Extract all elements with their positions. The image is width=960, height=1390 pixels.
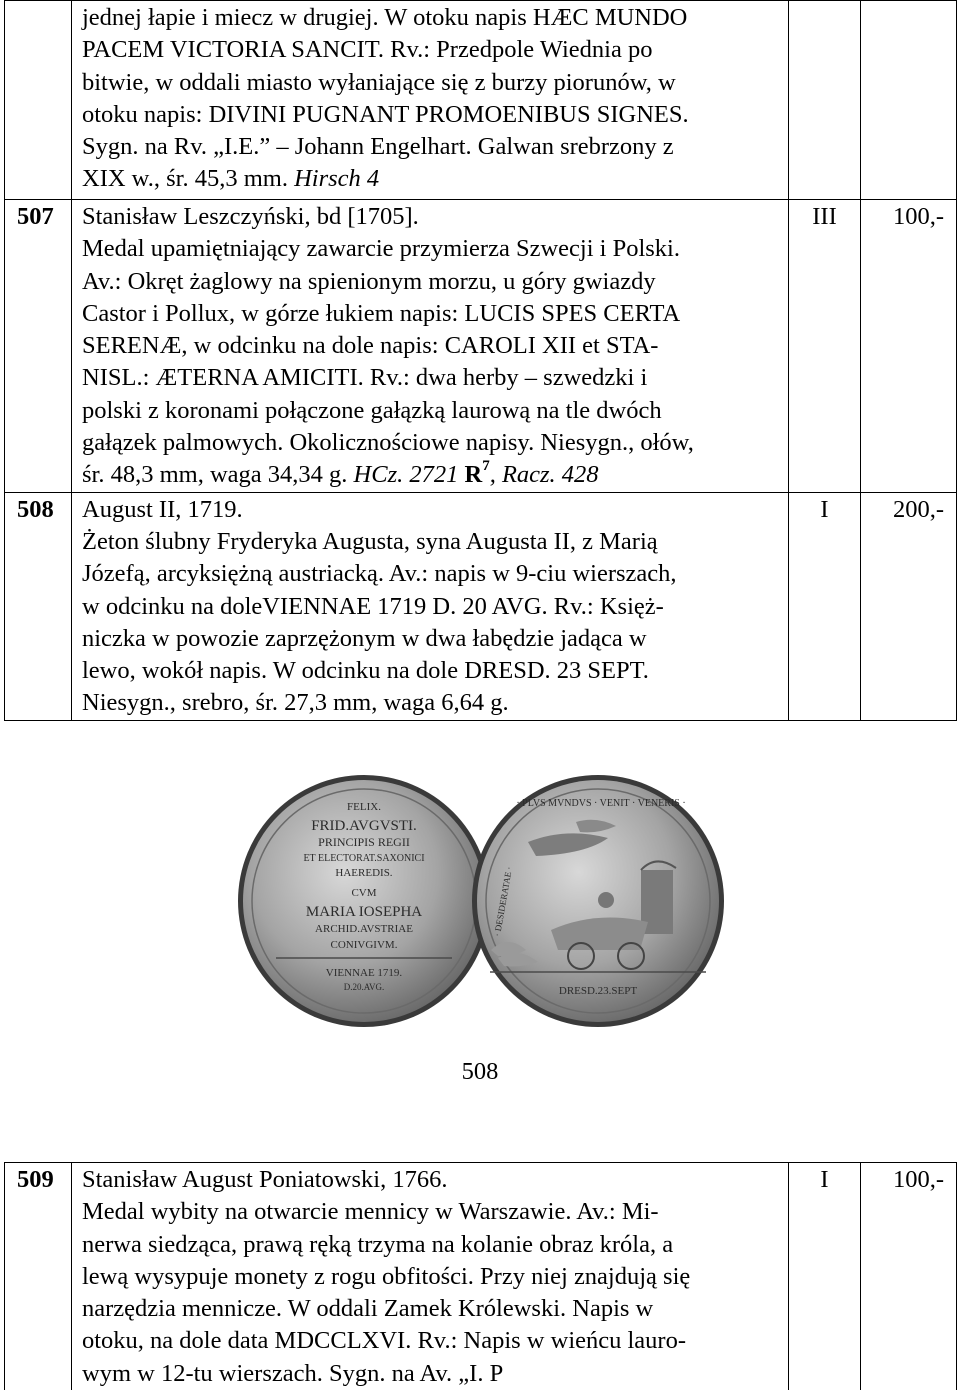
description-line: polski z koronami połączone gałązką laurową na tle dwóch — [82, 396, 662, 424]
description-line: otoku, na dole data MDCCLXVI. Rv.: Napis w wieńcu lauro- — [82, 1327, 686, 1355]
description-line: Józefą, arcyksiężną austriacką. Av.: napis w 9-ciu wierszach, — [82, 560, 677, 588]
lot-description — [72, 200, 789, 493]
description-line: otoku napis: DIVINI PUGNANT PROMOENIBUS SIGNES. — [82, 100, 689, 128]
description-line: wym w 12-tu wierszach. Sygn. na Av. „I. P — [82, 1359, 504, 1387]
lot-number: 508 — [5, 492, 72, 720]
description-line: Medal upamiętniający zawarcie przymierza Szwecji i Polski. — [82, 235, 680, 263]
lot-price: 200,- — [861, 492, 957, 720]
obverse-legend-line: ET ELECTORAT.SAXONICI — [303, 853, 425, 864]
obverse-legend-line: MARIA IOSEPHA — [305, 904, 423, 920]
lot-grade-cell — [789, 1, 861, 200]
description-line — [82, 459, 782, 491]
lot-price-cell — [861, 1, 957, 200]
obverse-legend-line: VIENNAE 1719. — [325, 967, 403, 979]
description-line: w odcinku na doleVIENNAE 1719 D. 20 AVG. Rv.: Księż- — [82, 592, 664, 620]
lot-number-cell — [5, 1, 72, 200]
description-line: bitwie, w oddali miasto wyłaniające się z burzy piorunów, w — [82, 68, 676, 96]
lot-grade: I — [789, 492, 861, 720]
lot-description — [72, 492, 789, 720]
lot-title: Stanisław Leszczyński, bd [1705]. — [82, 203, 419, 230]
reverse-legend-left: · DESIDERATAE · — [491, 865, 515, 938]
description-line: Castor i Pollux, w górze łukiem napis: LUCIS SPES CERTA — [82, 299, 681, 327]
lot-number: 507 — [5, 200, 72, 493]
description-line: Av.: Okręt żaglowy na spienionym morzu, u góry gwiazdy — [82, 267, 656, 295]
obverse-legend-line: FRID.AVGVSTI. — [311, 818, 417, 834]
catalog-table-top — [4, 0, 957, 721]
table-row-lot-509 — [5, 1163, 957, 1390]
obverse-legend-line: PRINCIPIS REGII — [318, 835, 410, 849]
lot-price: 100,- — [861, 200, 957, 493]
lot-grade: I — [789, 1163, 861, 1390]
description-line: SERENÆ, w odcinku na dole napis: CAROLI XII et STA- — [82, 332, 659, 360]
lot-price: 100,- — [861, 1163, 957, 1390]
coin-photo — [236, 772, 726, 1030]
coin-obverse — [238, 775, 490, 1027]
coin-reverse — [472, 775, 724, 1027]
table-row-lot-508 — [5, 492, 957, 720]
description-line: narzędzia mennicze. W oddali Zamek Królewski. Napis w — [82, 1295, 654, 1323]
lot-number: 509 — [5, 1163, 72, 1390]
table-row-continuation — [5, 1, 957, 200]
obverse-legend-line: FELIX. — [347, 801, 381, 813]
description-line: jednej łapie i miecz w drugiej. W otoku napis HÆC MUNDO — [82, 4, 688, 31]
lot-description — [72, 1163, 789, 1390]
description-text: śr. 48,3 mm, waga 34,34 g. — [82, 461, 354, 489]
obverse-legend-line: CONIVGIVM. — [330, 939, 398, 951]
lot-grade: III — [789, 200, 861, 493]
obverse-legend-line: HAEREDIS. — [335, 867, 393, 879]
lot-description — [72, 1, 789, 200]
description-line: Żeton ślubny Fryderyka Augusta, syna Augusta II, z Marią — [82, 527, 658, 555]
description-line: lewo, wokół napis. W odcinku na dole DRESD. 23 SEPT. — [82, 657, 649, 685]
rarity-mark: R — [464, 461, 483, 489]
catalog-table-bottom — [4, 1162, 957, 1390]
reference-racz: , Racz. 428 — [489, 461, 599, 489]
description-line: NISL.: ÆTERNA AMICITI. Rv.: dwa herby – szwedzki i — [82, 364, 648, 392]
obverse-legend-line: ARCHID.AVSTRIAE — [315, 923, 413, 935]
description-line: niczka w powozie zaprzężonym w dwa łabędzie jadąca w — [82, 624, 647, 652]
rarity-degree: 7 — [482, 458, 490, 475]
description-text: XIX w., śr. 45,3 mm. — [82, 165, 295, 193]
reverse-exergue: DRESD.23.SEPT — [558, 985, 638, 997]
reference-hcz: HCz. 2721 — [353, 461, 459, 489]
description-line: gałązek palmowych. Okolicznościowe napisy. Niesygn., ołów, — [82, 429, 694, 457]
description-line: Niesygn., srebro, śr. 27,3 mm, waga 6,64 g. — [82, 689, 509, 717]
table-row-lot-507 — [5, 200, 957, 493]
description-line: Sygn. na Rv. „I.E.” – Johann Engelhart. Galwan srebrzony z — [82, 133, 674, 161]
reverse-legend-top: · PLVS MVNDVS · VENIT · VENERIS · — [516, 798, 686, 809]
lot-title: August II, 1719. — [82, 495, 243, 523]
photo-caption: 508 — [461, 1058, 499, 1085]
description-line — [82, 163, 782, 195]
obverse-legend-line: CVM — [351, 887, 377, 899]
obverse-legend-line: D.20.AVG. — [343, 982, 385, 992]
description-line: lewą wysypuje monety z rogu obfitości. Przy niej znajdują się — [82, 1262, 691, 1290]
lot-title: Stanisław August Poniatowski, 1766. — [82, 1166, 448, 1193]
description-line: PACEM VICTORIA SANCIT. Rv.: Przedpole Wiednia po — [82, 36, 653, 64]
description-line: nerwa siedząca, prawą ręką trzyma na kolanie obraz króla, a — [82, 1230, 674, 1258]
reference-hirsch: Hirsch 4 — [294, 165, 380, 193]
description-line: Medal wybity na otwarcie mennicy w Warszawie. Av.: Mi- — [82, 1198, 659, 1226]
